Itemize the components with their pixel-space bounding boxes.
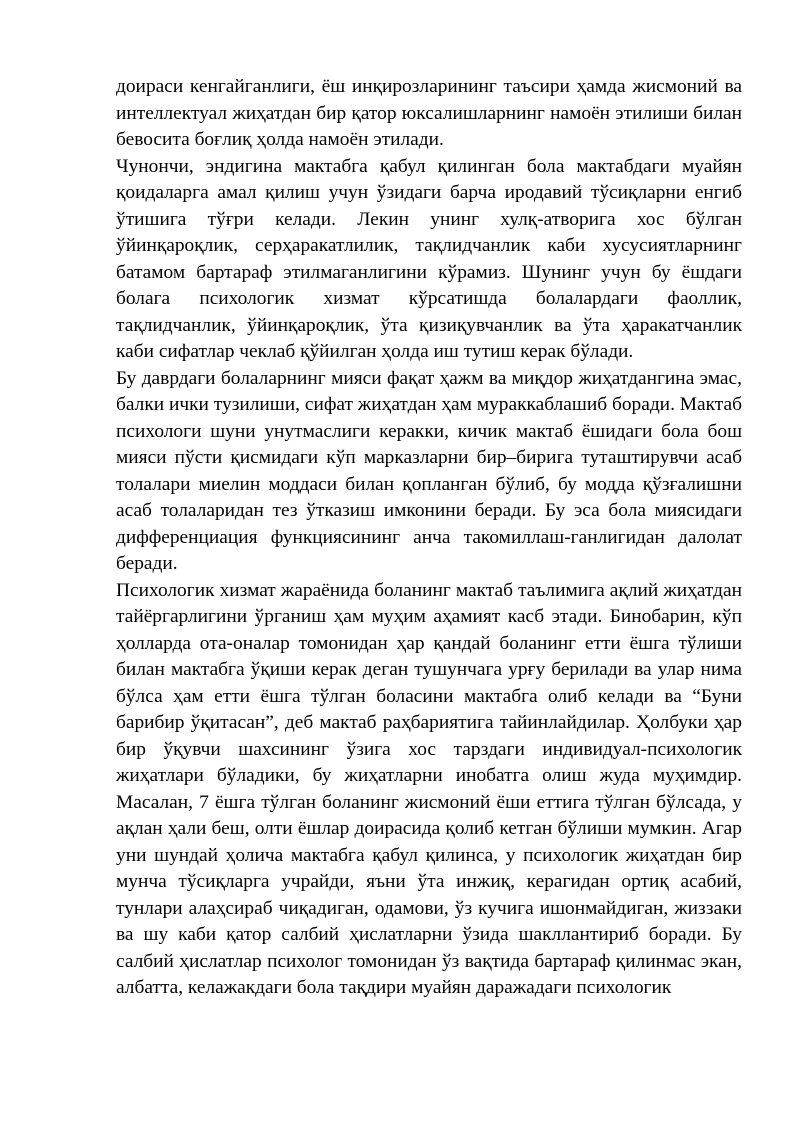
paragraph: доираси кенгайганлиги, ёш инқирозларининг таъсири ҳамда жисмоний ва интеллектуал жиҳатдан бир қатор юксалишларнинг намоён этилиши билан бевосита боғлиқ ҳолда намоён этилади. [116,76,742,150]
paragraph: Чунончи, эндигина мактабга қабул қилинган бола мактабдаги муайян қоидаларга амал қилиш учун ўзидаги барча иродавий тўсиқларни енгиб ўтишига тўғри келади. Лекин унинг хулқ-атворига хос бўлган ўйинқароқлик, серҳаракатлилик, тақлидчанлик каби хусусиятларнинг батамом бартараф этилмаганлигини кўрамиз. Шунинг учун бу ёшдаги болага психологик хизмат кўрсатишда болалардаги фаоллик, тақлидчанлик, ўйинқароқлик, ўта қизиқувчанлик ва ўта ҳаракатчанлик каби сифатлар чеклаб қўйилган ҳолда иш тутиш керак бўлади. [116,155,742,362]
document-page [116,74,742,1002]
paragraph: Бу даврдаги болаларнинг мияси фақат ҳажм ва миқдор жиҳатдангина эмас, балки ички тузилиши, сифат жиҳатдан ҳам мураккаблашиб боради. Мактаб психологи шуни унутмаслиги керакки, кичик мактаб ёшидаги бола бош мияси пўсти қисмидаги кўп марказларни бир–бирига туташтирувчи асаб толалари миелин моддаси билан қопланган бўлиб, бу модда қўзғалишни асаб толаларидан тез ўтказиш имконини беради. Бу эса бола миясидаги дифференциация функциясининг анча такомиллаш-ганлигидан далолат беради. [116,367,742,574]
paragraph: Психологик хизмат жараёнида боланинг мактаб таълимига ақлий жиҳатдан тайёргарлигини ўрганиш ҳам муҳим аҳамият касб этади. Бинобарин, кўп ҳолларда ота-оналар томонидан ҳар қандай боланинг етти ёшга тўлиши билан мактабга ўқиши керак деган тушунчага урғу берилади ва улар нима бўлса ҳам етти ёшга тўлган боласини мактабга олиб келади ва “Буни барибир ўқитасан”, деб мактаб раҳбариятига тайинлайдилар. Ҳолбуки ҳар бир ўқувчи шахсининг ўзига хос тарздаги индивидуал-психологик жиҳатлари бўладики, бу жиҳатларни инобатга олиш жуда муҳимдир. Масалан, 7 ёшга тўлган боланинг жисмоний ёши еттига тўлган бўлсада, у ақлан ҳали беш, олти ёшлар доирасида қолиб кетган бўлиши мумкин. Агар уни шундай ҳолича мактабга қабул қилинса, у психологик жиҳатдан бир мунча тўсиқларга учрайди, яъни ўта инжиқ, керагидан ортиқ асабий, тунлари алаҳсираб чиқадиган, одамови, ўз кучига ишонмайдиган, жиззаки ва шу каби қатор салбий ҳислатларни ўзида шакллантириб боради. Бу салбий ҳислатлар психолог томонидан ўз вақтида бартараф қилинмас экан, албатта, келажакдаги бола тақдири муайян даражадаги психологик [116,579,742,998]
